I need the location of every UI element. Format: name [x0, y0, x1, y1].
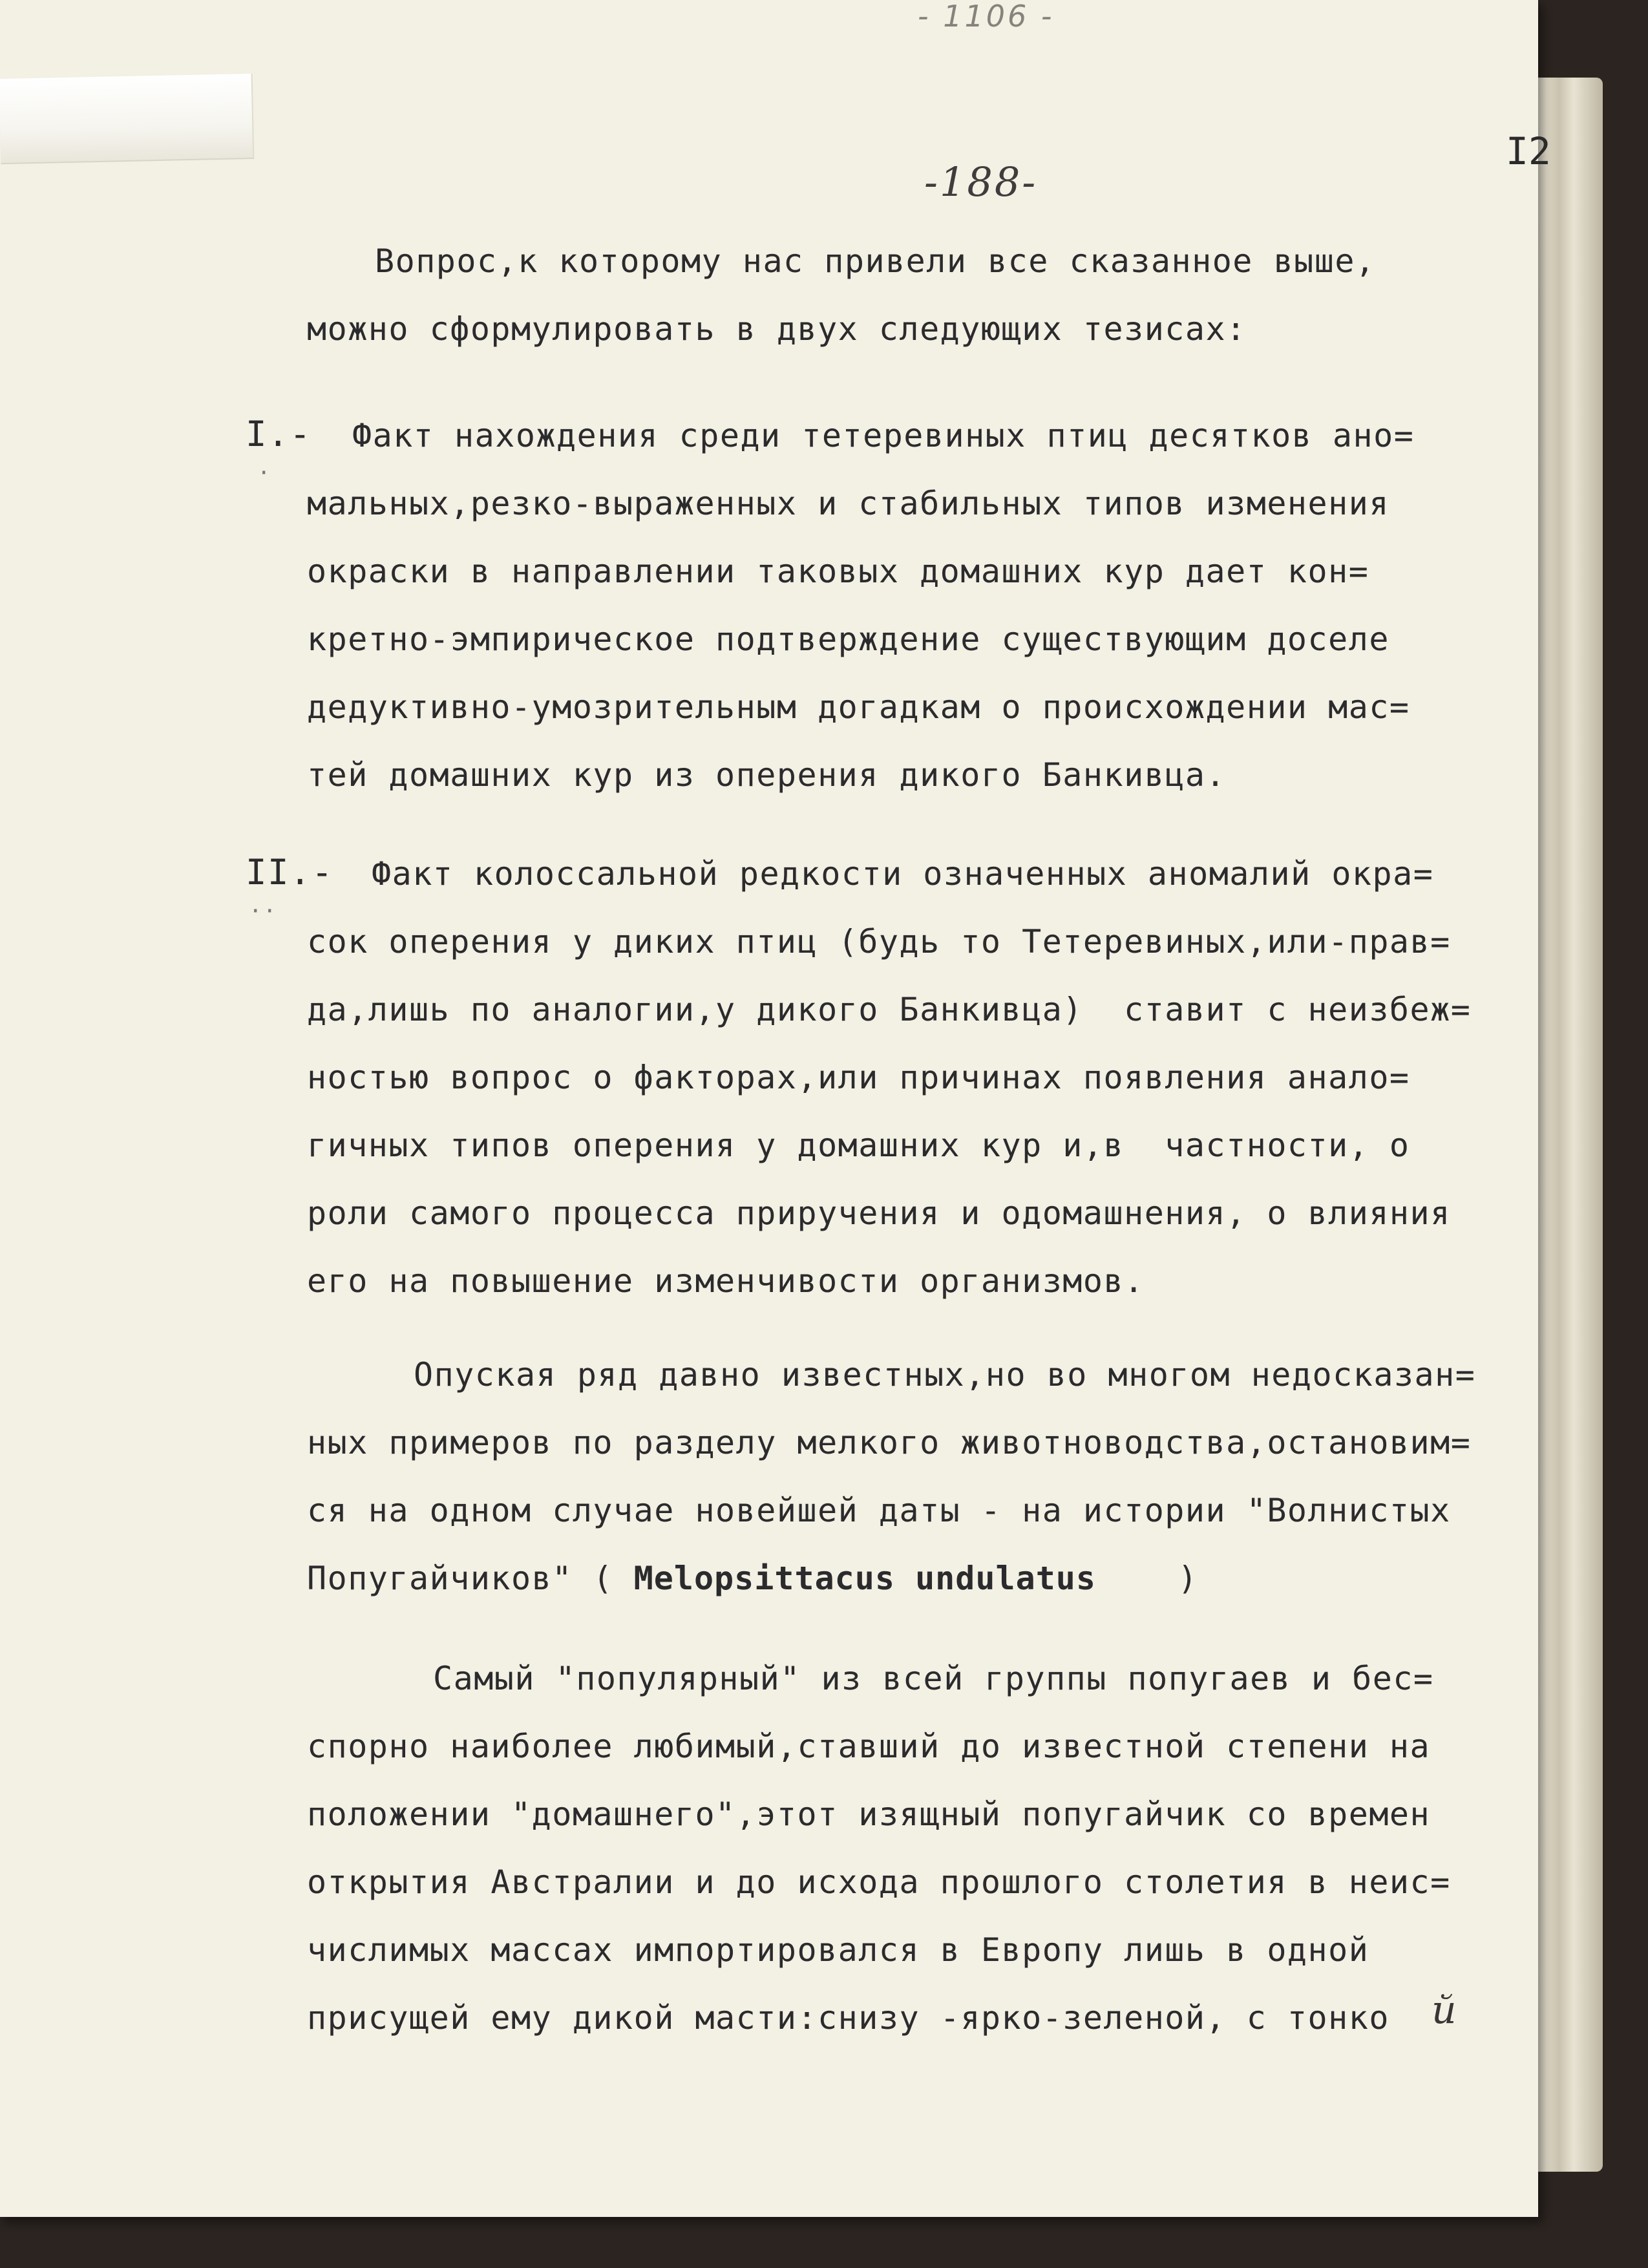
text-fragment: Попугайчиков" ( — [307, 1560, 634, 1597]
text-line: окраски в направлении таковых домашних кур дает кон= — [307, 553, 1369, 590]
species-name: Melopsittacus undulatus — [633, 1560, 1096, 1597]
margin-dot: · — [257, 460, 271, 486]
text-line: Факт нахождения среди тетеревиных птиц десятков ано= — [352, 417, 1415, 454]
text-line: присущей ему дикой масти:снизу -ярко-зеленой, с тонко — [307, 1999, 1389, 2037]
handwritten-correction: й — [1431, 1987, 1457, 2033]
text-line: Вопрос,к которому нас привели все сказанное выше, — [375, 242, 1376, 280]
text-line — [307, 1560, 1198, 1597]
text-line: можно сформулировать в двух следующих тезисах: — [307, 310, 1247, 348]
page-number-handwritten: -188- — [924, 158, 1038, 206]
text-line: мальных,резко-выраженных и стабильных типов изменения — [307, 485, 1389, 522]
text-line: роли самого процесса приручения и одомашнения, о влияния — [307, 1194, 1451, 1232]
text-line: числимых массах импортировался в Европу лишь в одной — [307, 1931, 1369, 1969]
archive-mark: - 1106 - — [918, 0, 1055, 34]
text-line: дедуктивно-умозрительным догадкам о происхождении мас= — [307, 688, 1410, 726]
text-line: Самый "популярный" из всей группы попугаев и бес= — [433, 1660, 1434, 1697]
text-line: положении "домашнего",этот изящный попугайчик со времен — [307, 1796, 1431, 1833]
text-line: ностью вопрос о факторах,или причинах появления анало= — [307, 1059, 1410, 1096]
text-line: Факт колоссальной редкости означенных аномалий окра= — [372, 855, 1434, 893]
page-number-typed: I2 — [1506, 129, 1551, 173]
text-line: сок оперения у диких птиц (будь то Тетеревиных,или-прав= — [307, 923, 1451, 960]
text-line: кретно-эмпирическое подтверждение существующим доселе — [307, 620, 1389, 658]
text-line: гичных типов оперения у домашних кур и,в частности, о — [307, 1127, 1410, 1164]
text-line: ся на одном случае новейшей даты - на истории "Волнистых — [307, 1492, 1451, 1529]
text-line: Опуская ряд давно известных,но во многом недосказан= — [414, 1356, 1476, 1394]
text-line: тей домашних кур из оперения дикого Банкивца. — [307, 756, 1227, 794]
text-line: открытия Австралии и до исхода прошлого столетия в неис= — [307, 1863, 1451, 1901]
text-fragment: ) — [1096, 1560, 1199, 1597]
text-line: спорно наиболее любимый,ставший до известной степени на — [307, 1728, 1431, 1765]
thesis-marker-1: I.- — [246, 414, 312, 454]
text-line: да,лишь по аналогии,у дикого Банкивца) ставит с неизбеж= — [307, 991, 1472, 1028]
thesis-marker-2: II.- — [246, 852, 334, 893]
margin-dot: ·· — [249, 898, 277, 924]
text-line: ных примеров по разделу мелкого животноводства,остановим= — [307, 1424, 1472, 1461]
adhesive-tape — [0, 74, 254, 164]
text-line: его на повышение изменчивости организмов. — [307, 1262, 1145, 1300]
